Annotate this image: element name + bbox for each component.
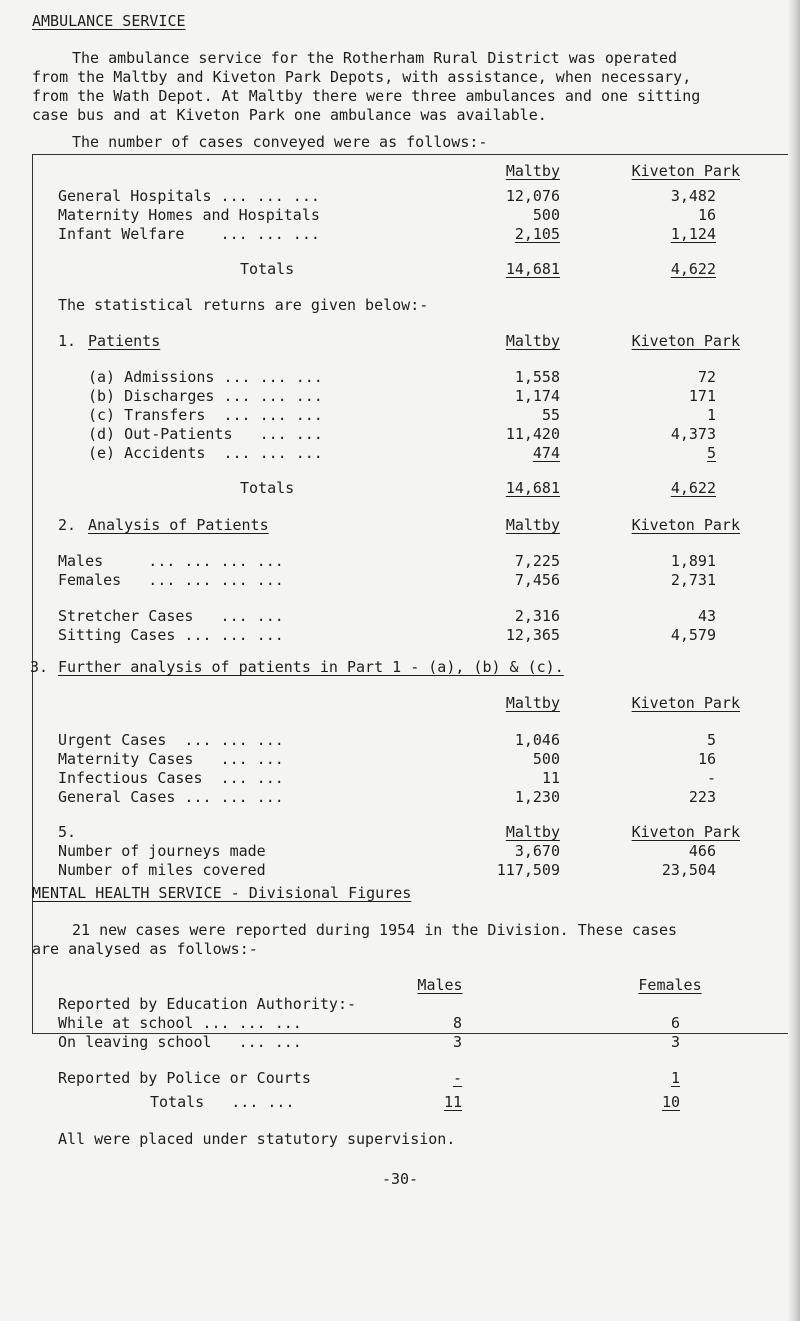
section-2-title: Analysis of Patients xyxy=(88,516,269,534)
mental-heading: MENTAL HEALTH SERVICE - Divisional Figures xyxy=(32,884,412,902)
cases-totals-kiveton: 4,622 xyxy=(670,260,716,278)
analysis-row-maltby: 7,456 xyxy=(514,571,560,589)
cases-intro: The number of cases conveyed were as follows:- xyxy=(72,133,488,151)
mental-row-label: While at school ... ... ... xyxy=(58,1014,302,1032)
patients-row-maltby: 55 xyxy=(541,406,560,424)
patients-row-label: (e) Accidents ... ... ... xyxy=(88,444,323,462)
patients-row-label: (c) Transfers ... ... ... xyxy=(88,406,323,424)
patients-totals-kiveton: 4,622 xyxy=(670,479,716,497)
section-3-number: 3. xyxy=(30,658,49,676)
patients-row-kiveton: 4,373 xyxy=(670,425,716,443)
patients-totals-label: Totals xyxy=(240,479,295,497)
mental-totals-males: 11 xyxy=(443,1093,462,1111)
cases-row-label: General Hospitals ... ... ... xyxy=(58,187,320,205)
analysis-row-label: Sitting Cases ... ... ... xyxy=(58,626,284,644)
further-row-kiveton: - xyxy=(706,769,716,787)
further-row-maltby: 1,230 xyxy=(514,788,560,806)
patients-row-label: (b) Discharges ... ... ... xyxy=(88,387,323,405)
mental-totals-females: 10 xyxy=(661,1093,680,1111)
further-row-kiveton: 16 xyxy=(697,750,716,768)
mental-row-females: 6 xyxy=(670,1014,680,1032)
further-row-maltby: 11 xyxy=(541,769,560,787)
patients-row-maltby: 474 xyxy=(532,444,560,462)
mental-row-males: 3 xyxy=(452,1033,462,1051)
analysis-row-maltby: 12,365 xyxy=(505,626,560,644)
further-row-label: Infectious Cases ... ... xyxy=(58,769,284,787)
analysis-row-maltby: 7,225 xyxy=(514,552,560,570)
mental-row-males: 8 xyxy=(452,1014,462,1032)
analysis-row-kiveton: 43 xyxy=(697,607,716,625)
further-row-kiveton: 5 xyxy=(706,731,716,749)
analysis-row-maltby: 2,316 xyxy=(514,607,560,625)
journeys-row-maltby: 117,509 xyxy=(496,861,560,879)
cases-row-maltby: 12,076 xyxy=(505,187,560,205)
ambulance-para-line-4: case bus and at Kiveton Park one ambulance was available. xyxy=(32,106,547,124)
page-number: -30- xyxy=(381,1170,419,1188)
section-1-number: 1. xyxy=(58,332,77,350)
cases-row-label: Infant Welfare ... ... ... xyxy=(58,225,320,243)
s2-col-maltby: Maltby xyxy=(505,516,560,534)
s1-col-maltby: Maltby xyxy=(505,332,560,350)
patients-row-kiveton: 1 xyxy=(706,406,716,424)
supervision-statement: All were placed under statutory supervision. xyxy=(58,1130,456,1148)
further-row-label: Maternity Cases ... ... xyxy=(58,750,284,768)
stat-intro: The statistical returns are given below:- xyxy=(58,296,429,314)
patients-row-label: (d) Out-Patients ... ... xyxy=(88,425,323,443)
mental-row-females: 3 xyxy=(670,1033,680,1051)
further-row-maltby: 500 xyxy=(532,750,560,768)
analysis-row-kiveton: 2,731 xyxy=(670,571,716,589)
journeys-row-kiveton: 466 xyxy=(688,842,716,860)
reported-education-label: Reported by Education Authority:- xyxy=(58,995,357,1013)
journeys-row-kiveton: 23,504 xyxy=(661,861,716,879)
col-header-maltby: Maltby xyxy=(505,162,560,180)
s3-col-maltby: Maltby xyxy=(505,694,560,712)
cases-row-kiveton: 3,482 xyxy=(670,187,716,205)
patients-totals-maltby: 14,681 xyxy=(505,479,560,497)
cases-row-kiveton: 1,124 xyxy=(670,225,716,243)
patients-row-kiveton: 72 xyxy=(697,368,716,386)
col-header-kiveton: Kiveton Park xyxy=(631,162,740,180)
cases-totals-maltby: 14,681 xyxy=(505,260,560,278)
mental-totals-label: Totals ... ... xyxy=(150,1093,295,1111)
further-row-label: Urgent Cases ... ... ... xyxy=(58,731,284,749)
s2-col-kiveton: Kiveton Park xyxy=(631,516,740,534)
cases-row-label: Maternity Homes and Hospitals xyxy=(58,206,320,224)
police-courts-males: - xyxy=(452,1069,462,1087)
analysis-row-label: Females ... ... ... ... xyxy=(58,571,284,589)
ambulance-para-line-1: The ambulance service for the Rotherham Rural District was operated xyxy=(72,49,678,67)
cases-row-kiveton: 16 xyxy=(697,206,716,224)
further-row-kiveton: 223 xyxy=(688,788,716,806)
ambulance-para-line-3: from the Wath Depot. At Maltby there were three ambulances and one sitting xyxy=(32,87,701,105)
patients-row-kiveton: 5 xyxy=(706,444,716,462)
section-1-title: Patients xyxy=(88,332,161,350)
col-header-males: Males xyxy=(417,976,463,994)
section-3-title: Further analysis of patients in Part 1 - (a), (b) & (c). xyxy=(58,658,564,676)
journeys-row-label: Number of journeys made xyxy=(58,842,266,860)
journeys-row-label: Number of miles covered xyxy=(58,861,266,879)
journeys-row-maltby: 3,670 xyxy=(514,842,560,860)
patients-row-maltby: 11,420 xyxy=(505,425,560,443)
mental-para-line-2: are analysed as follows:- xyxy=(32,940,258,958)
patients-row-label: (a) Admissions ... ... ... xyxy=(88,368,323,386)
patients-row-maltby: 1,558 xyxy=(514,368,560,386)
s1-col-kiveton: Kiveton Park xyxy=(631,332,740,350)
section-5-number: 5. xyxy=(58,823,77,841)
further-row-label: General Cases ... ... ... xyxy=(58,788,284,806)
patients-row-maltby: 1,174 xyxy=(514,387,560,405)
table-box-top-border xyxy=(32,154,792,155)
mental-row-label: On leaving school ... ... xyxy=(58,1033,302,1051)
police-courts-label: Reported by Police or Courts xyxy=(58,1069,311,1087)
cases-row-maltby: 500 xyxy=(532,206,560,224)
s3-col-kiveton: Kiveton Park xyxy=(631,694,740,712)
ambulance-heading: AMBULANCE SERVICE xyxy=(32,12,186,30)
col-header-females: Females xyxy=(638,976,702,994)
mental-para-line-1: 21 new cases were reported during 1954 in the Division. These cases xyxy=(72,921,678,939)
page-edge-shadow xyxy=(788,0,800,1321)
s5-col-kiveton: Kiveton Park xyxy=(631,823,740,841)
s5-col-maltby: Maltby xyxy=(505,823,560,841)
analysis-row-label: Stretcher Cases ... ... xyxy=(58,607,284,625)
police-courts-females: 1 xyxy=(670,1069,680,1087)
further-row-maltby: 1,046 xyxy=(514,731,560,749)
analysis-row-kiveton: 4,579 xyxy=(670,626,716,644)
patients-row-kiveton: 171 xyxy=(688,387,716,405)
ambulance-para-line-2: from the Maltby and Kiveton Park Depots, with assistance, when necessary, xyxy=(32,68,692,86)
cases-totals-label: Totals xyxy=(240,260,295,278)
cases-row-maltby: 2,105 xyxy=(514,225,560,243)
section-2-number: 2. xyxy=(58,516,77,534)
analysis-row-kiveton: 1,891 xyxy=(670,552,716,570)
analysis-row-label: Males ... ... ... ... xyxy=(58,552,284,570)
